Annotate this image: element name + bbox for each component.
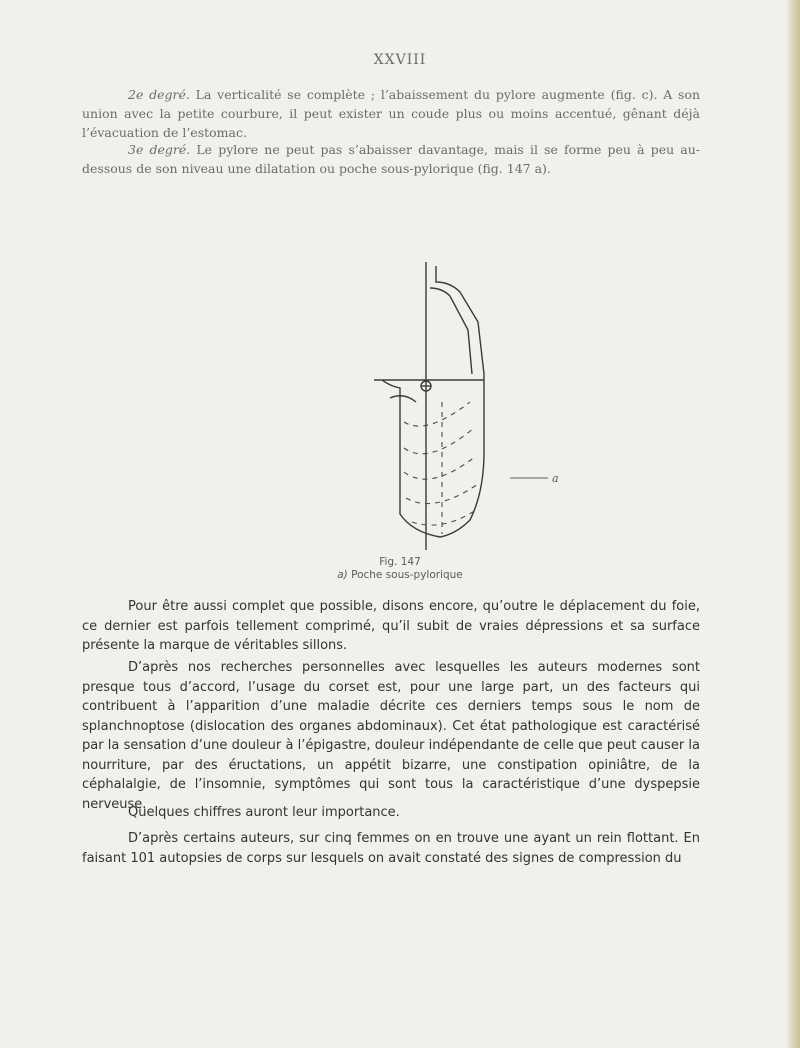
stomach-outer-contour xyxy=(382,266,484,537)
dashed-curve-1 xyxy=(404,402,470,426)
second-degree-text: La verticalité se complète ; l’abaissement du pylore augmente (fig. c). A son union avec la petite courbure, il peut exister un coude plus ou moins accentué, gênant déjà l’évacuation de l’estomac. xyxy=(82,87,700,140)
third-degree-text: Le pylore ne peut pas s’abaisser davantage, mais il se forme peu à peu au-dessous de son niveau une dilatation ou poche sous-pylorique (fig. 147 a). xyxy=(82,142,700,176)
dashed-curve-3 xyxy=(404,456,476,479)
paragraph-third-degree xyxy=(82,140,700,178)
second-degree-label: 2e degré. xyxy=(128,87,190,102)
body-paragraph-1: Pour être aussi complet que possible, disons encore, qu’outre le déplacement du foie, ce dernier est parfois tellement comprimé, qu’il subit de vraies dépressions et sa surface présente la marque de véritables sillons. xyxy=(82,599,700,653)
stomach-diagram xyxy=(360,252,600,552)
body-paragraph-4: D’après certains auteurs, sur cinq femmes on en trouve une ayant un rein flottant. En faisant 101 autopsies de corps sur lesquels on avait constaté des signes de compression du xyxy=(82,831,700,866)
third-degree-label: 3e degré. xyxy=(128,142,191,157)
page-edge-shadow xyxy=(786,0,800,1048)
label-a: a xyxy=(552,472,559,485)
page-number: XXVIII xyxy=(373,52,427,68)
figure-legend xyxy=(0,569,800,581)
figure-legend-text: Poche sous-pylorique xyxy=(351,569,463,581)
figure-legend-key: a) xyxy=(337,569,348,581)
figure-147 xyxy=(360,252,600,552)
dashed-curve-2 xyxy=(404,428,474,454)
figure-number: Fig. 147 xyxy=(379,556,421,568)
body-paragraph-3: Quelques chiffres auront leur importance. xyxy=(128,805,400,820)
paragraph-second-degree xyxy=(82,85,700,142)
body-paragraph-2: D’après nos recherches personnelles avec lesquelles les auteurs modernes sont presque tous d’accord, l’usage du corset est, pour une large part, un des facteurs qui contribuent à l’apparition d’une maladie décrite ces derniers temps sous le nom de splanchnoptose (dislocation des organes abdominaux). Cet état pathologique est caractérisé par la sensation d’une douleur à l’épigastre, douleur indépendante de celle que peut causer la nourriture, par des éructations, un appétit bizarre, une constipation opiniâtre, de la céphalalgie, de l’insomnie, symptômes qui sont tous la caractéristique d’une dyspepsie nerveuse. xyxy=(82,660,700,812)
